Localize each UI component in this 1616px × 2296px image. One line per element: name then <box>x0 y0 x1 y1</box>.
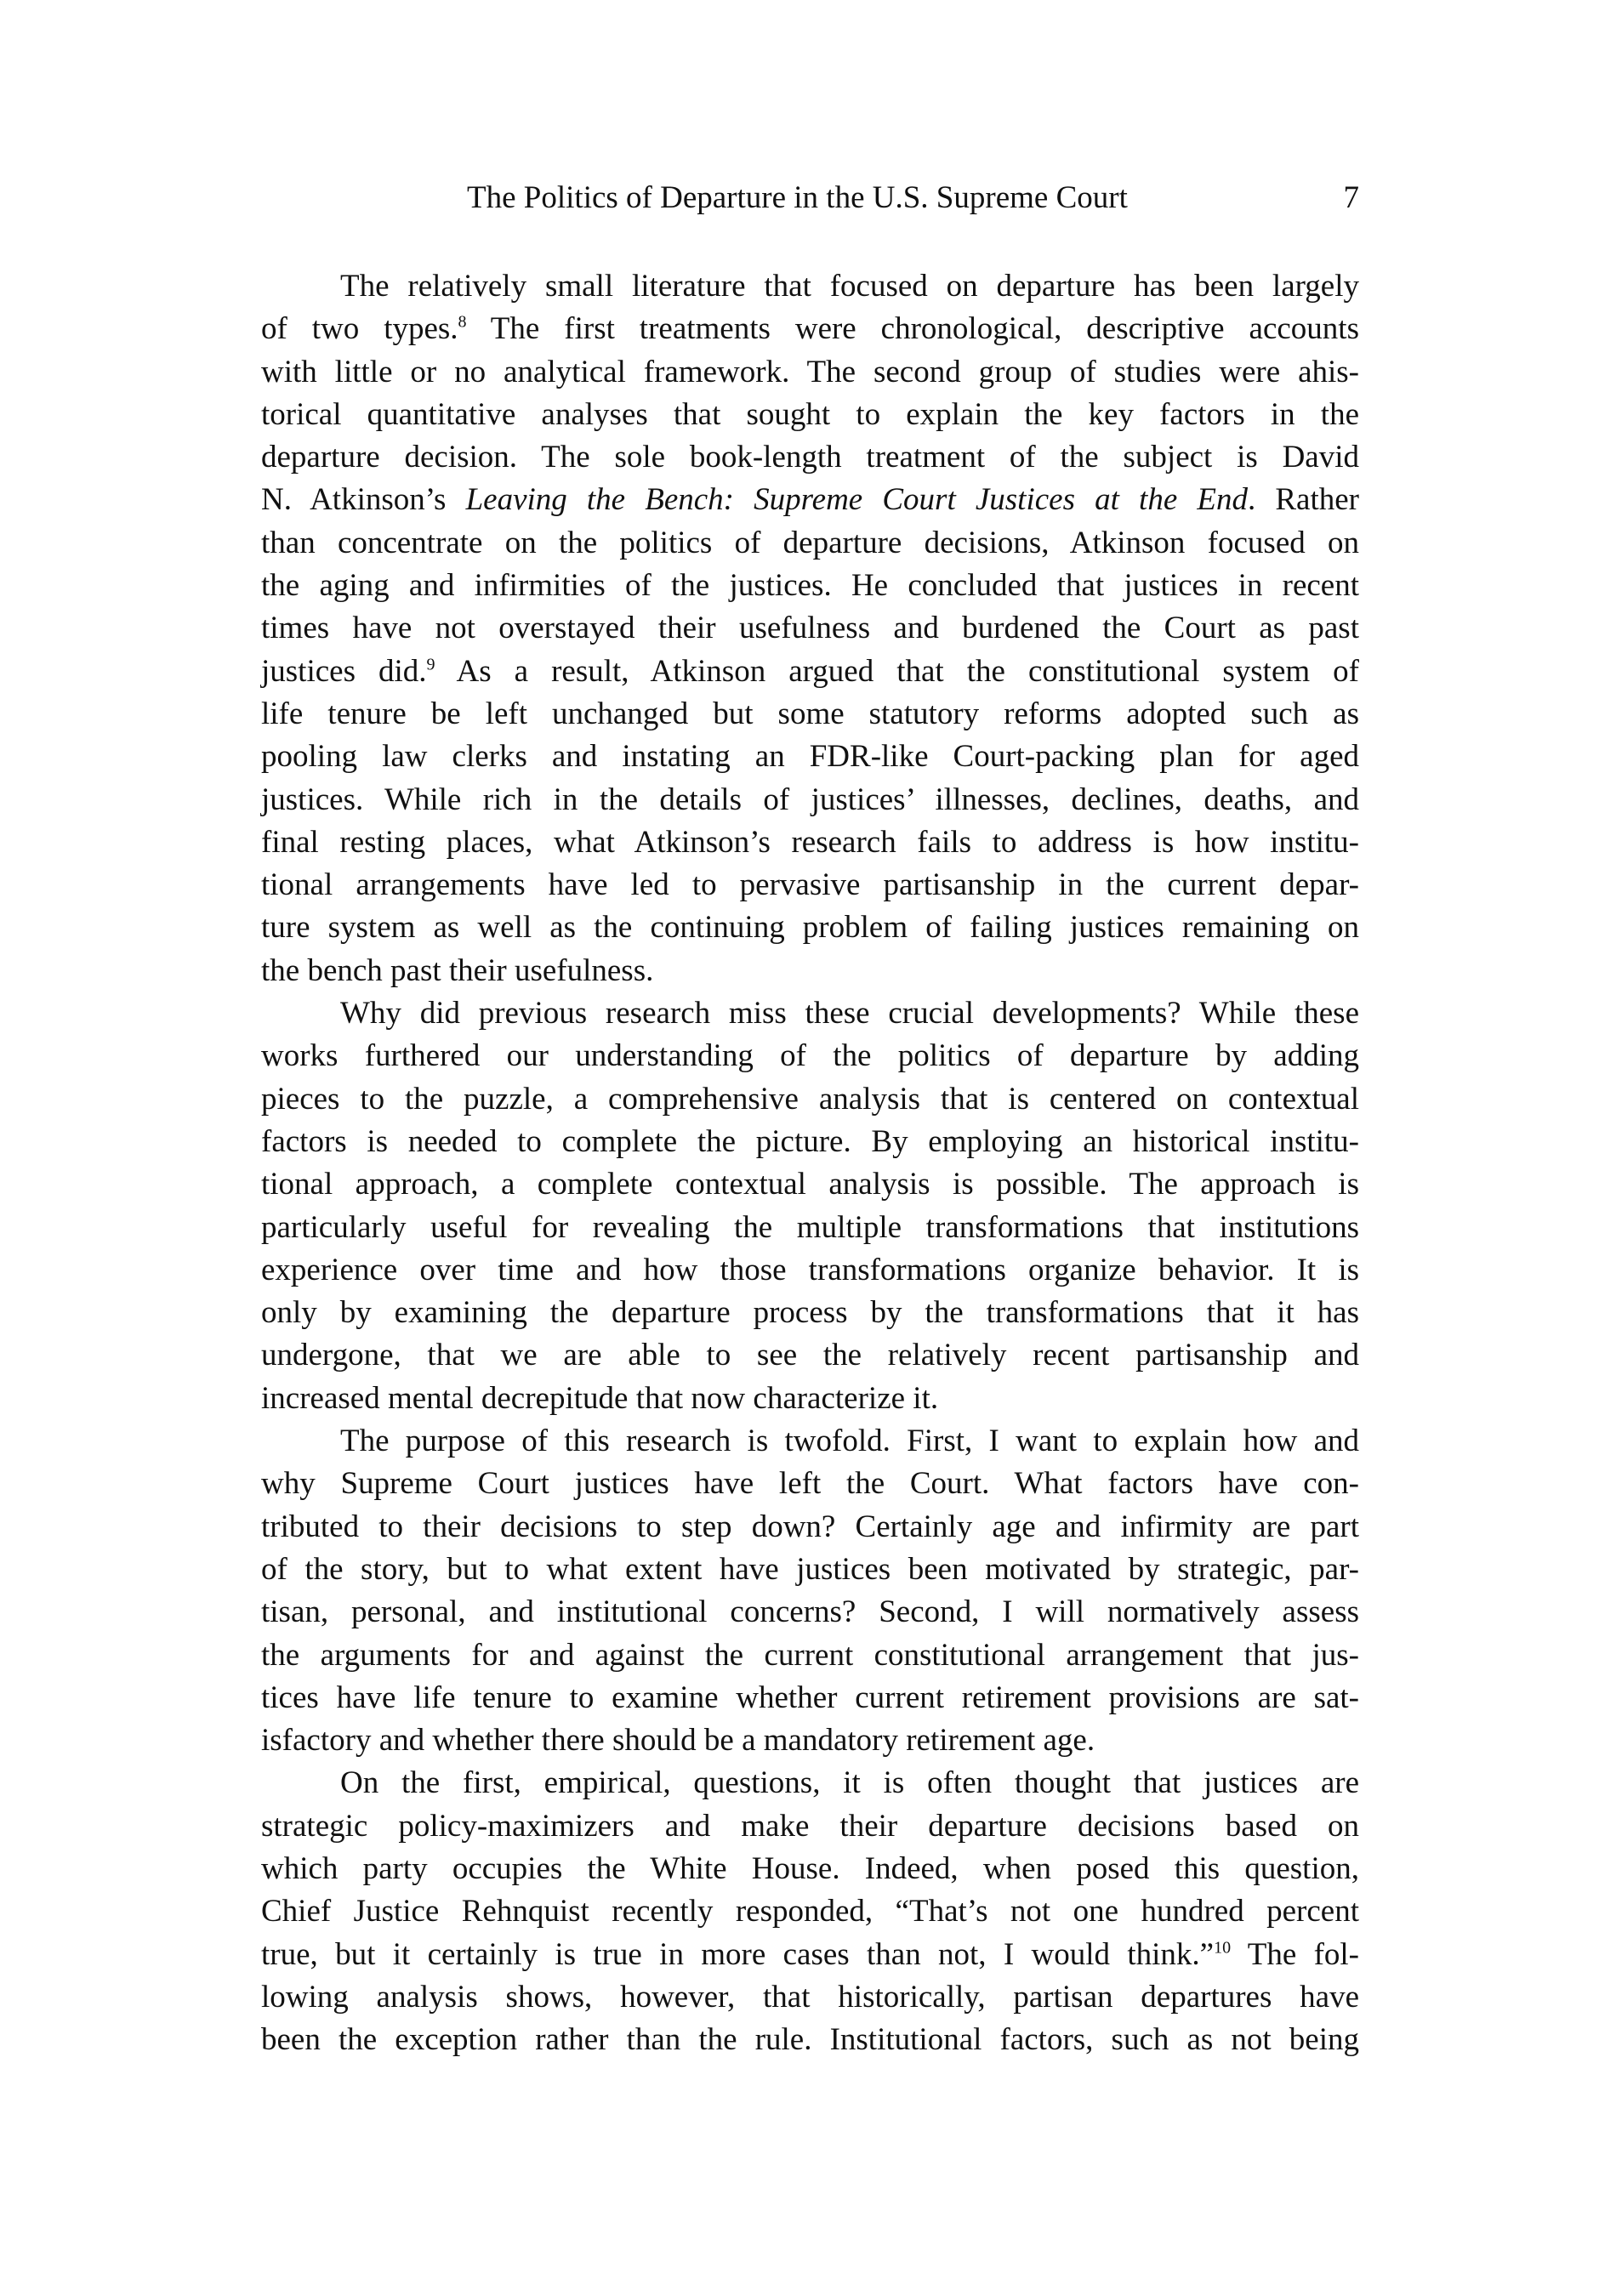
text-line: than concentrate on the politics of departure decisions, Atkinson focused on <box>261 525 1359 560</box>
text-segment: As a result, Atkinson argued that the constitutional system of <box>435 653 1359 689</box>
text-line <box>261 651 1359 693</box>
text-line: life tenure be left unchanged but some statutory reforms adopted such as <box>261 696 1359 731</box>
text-line: isfactory and whether there should be a mandatory retirement age. <box>261 1723 1095 1759</box>
text-line: with little or no analytical framework. The second group of studies were ahis- <box>261 354 1359 389</box>
text-line: final resting places, what Atkinson’s research fails to address is how institu- <box>261 824 1359 860</box>
text-line: Why did previous research miss these crucial developments? While these <box>340 996 1359 1031</box>
text-line: only by examining the departure process by the transformations that it has <box>261 1295 1359 1331</box>
text-line: factors is needed to complete the picture. By employing an historical institu- <box>261 1123 1359 1159</box>
text-line: undergone, that we are able to see the relatively recent partisanship and <box>261 1338 1359 1373</box>
running-title: The Politics of Departure in the U.S. Supreme Court <box>467 180 1128 215</box>
text-segment: justices did. <box>261 653 427 689</box>
text-line: On the first, empirical, questions, it is often thought that justices are <box>340 1765 1359 1801</box>
text-line: experience over time and how those transformations organize behavior. It is <box>261 1252 1359 1287</box>
paragraph <box>261 992 1359 1420</box>
text-line <box>261 479 1359 521</box>
text-line: The purpose of this research is twofold. First, I want to explain how and <box>340 1424 1359 1459</box>
text-line: strategic policy-maximizers and make their departure decisions based on <box>261 1808 1359 1844</box>
text-line: tional approach, a complete contextual analysis is possible. The approach is <box>261 1167 1359 1202</box>
paragraph <box>261 1420 1359 1762</box>
text-line: The relatively small literature that focused on departure has been largely <box>340 269 1359 304</box>
text-line: the aging and infirmities of the justices. He concluded that justices in recent <box>261 568 1359 604</box>
running-header <box>261 177 1359 219</box>
text-line: torical quantitative analyses that sought to explain the key factors in the <box>261 396 1359 432</box>
text-line: pieces to the puzzle, a comprehensive analysis that is centered on contextual <box>261 1081 1359 1117</box>
text-segment: true, but it certainly is true in more cases than not, I would think.” <box>261 1936 1215 1972</box>
text-segment: of two types. <box>261 311 458 347</box>
book-title: Leaving the Bench: Supreme Court Justices at the End <box>465 482 1248 518</box>
text-line: tices have life tenure to examine whether current retirement provisions are sat- <box>261 1679 1359 1715</box>
text-line: justices. While rich in the details of justices’ illnesses, declines, deaths, and <box>261 781 1359 817</box>
text-line <box>261 1934 1359 1976</box>
text-line: why Supreme Court justices have left the Court. What factors have con- <box>261 1466 1359 1502</box>
text-segment: . Rather <box>1247 482 1359 518</box>
text-line: the bench past their usefulness. <box>261 952 654 988</box>
text-line: pooling law clerks and instating an FDR-like Court-packing plan for aged <box>261 739 1359 775</box>
text-line: ture system as well as the continuing problem of failing justices remaining on <box>261 910 1359 946</box>
text-line: the arguments for and against the current constitutional arrangement that jus- <box>261 1637 1359 1673</box>
text-line: departure decision. The sole book-length treatment of the subject is David <box>261 440 1359 475</box>
footnote-ref: 9 <box>426 655 435 674</box>
text-segment: The fol- <box>1231 1936 1359 1972</box>
page-number: 7 <box>1343 180 1359 215</box>
paragraph <box>261 1762 1359 2061</box>
text-line: times have not overstayed their usefulness and burdened the Court as past <box>261 611 1359 646</box>
footnote-ref: 10 <box>1214 1938 1232 1958</box>
text-line: increased mental decrepitude that now characterize it. <box>261 1380 939 1416</box>
text-line: tional arrangements have led to pervasive partisanship in the current depar- <box>261 867 1359 903</box>
text-line: which party occupies the White House. Indeed, when posed this question, <box>261 1850 1359 1886</box>
text-line: been the exception rather than the rule. Institutional factors, such as not being <box>261 2022 1359 2058</box>
footnote-ref: 8 <box>458 312 467 332</box>
text-line: of the story, but to what extent have justices been motivated by strategic, par- <box>261 1551 1359 1587</box>
text-line: Chief Justice Rehnquist recently responded, “That’s not one hundred percent <box>261 1894 1359 1929</box>
text-line: tisan, personal, and institutional concerns? Second, I will normatively assess <box>261 1594 1359 1630</box>
text-line: tributed to their decisions to step down? Certainly age and infirmity are part <box>261 1509 1359 1544</box>
text-line: works furthered our understanding of the politics of departure by adding <box>261 1038 1359 1074</box>
text-line: lowing analysis shows, however, that historically, partisan departures have <box>261 1979 1359 2015</box>
text-line: particularly useful for revealing the multiple transformations that institutions <box>261 1209 1359 1245</box>
text-segment: N. Atkinson’s <box>261 482 466 518</box>
text-segment: The first treatments were chronological, descriptive accounts <box>466 311 1359 347</box>
body-text <box>261 265 1359 2061</box>
text-line <box>261 308 1359 350</box>
paragraph <box>261 265 1359 992</box>
